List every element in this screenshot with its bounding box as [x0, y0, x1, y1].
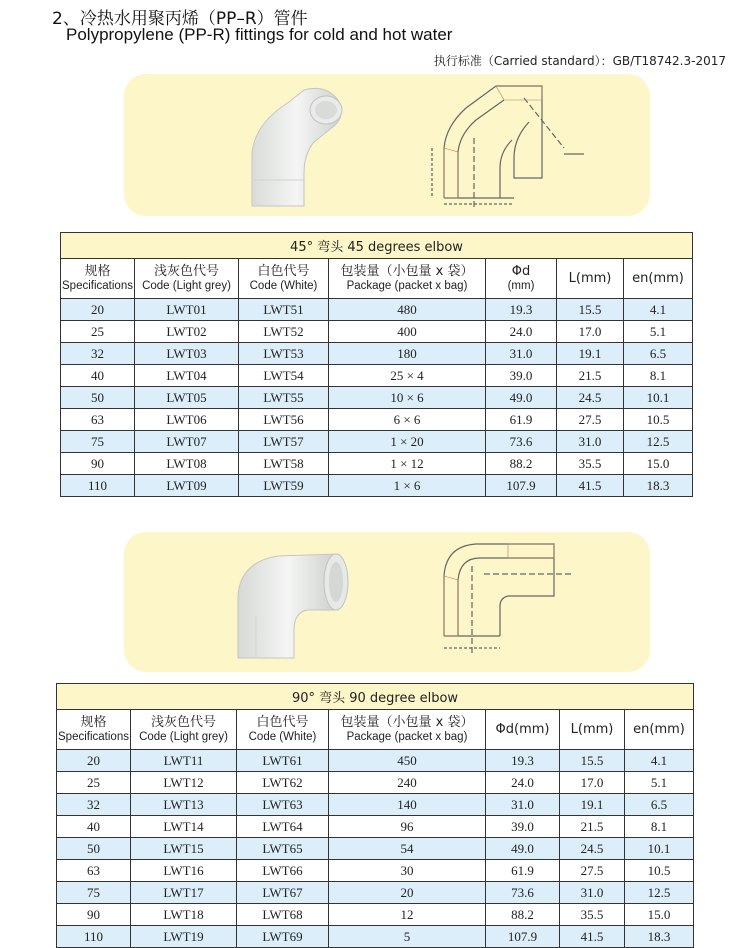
table-row [57, 860, 694, 882]
table-cell: 19.3 [486, 750, 560, 772]
table-cell: LWT04 [135, 365, 239, 387]
table-cell: LWT58 [239, 453, 329, 475]
table-cell: 32 [61, 343, 135, 365]
table-cell: 8.1 [625, 816, 694, 838]
table-cell: LWT59 [239, 475, 329, 497]
table-cell: LWT67 [237, 882, 329, 904]
table-cell: 25 [57, 772, 131, 794]
table-cell: 31.0 [486, 343, 557, 365]
section-title-en: Polypropylene (PP-R) fittings for cold and hot water [66, 25, 453, 44]
table-cell: 63 [61, 409, 135, 431]
table-cell: LWT12 [131, 772, 237, 794]
table-cell: 5.1 [625, 772, 694, 794]
table-cell: 450 [329, 750, 486, 772]
table-cell: LWT17 [131, 882, 237, 904]
elbow-90-technical-drawing [424, 536, 634, 670]
table-cell: 21.5 [560, 816, 625, 838]
table-cell: 1 × 12 [329, 453, 486, 475]
table-cell: LWT63 [237, 794, 329, 816]
column-header-package: 包装量（小包量 x 袋） Package (packet x bag) [329, 259, 486, 299]
table-cell: LWT51 [239, 299, 329, 321]
table-cell: 39.0 [486, 365, 557, 387]
table-cell: 61.9 [486, 409, 557, 431]
elbow-45-technical-drawing [414, 78, 634, 214]
table-row [61, 409, 693, 431]
table-cell: 6.5 [625, 794, 694, 816]
table-cell: 5.1 [624, 321, 693, 343]
column-header-length: L(mm) [560, 710, 625, 750]
table-cell: 40 [57, 816, 131, 838]
table-cell: 27.5 [560, 860, 625, 882]
column-header-diameter: Φd(mm) [486, 710, 560, 750]
table-cell: 24.0 [486, 321, 557, 343]
section-title-cn: 2、冷热水用聚丙烯（PP–R）管件 [52, 9, 308, 29]
table-cell: 18.3 [625, 926, 694, 948]
table-cell: LWT09 [135, 475, 239, 497]
table-cell: 1 × 20 [329, 431, 486, 453]
column-header-spec: 规格 Specifications [57, 710, 131, 750]
table-cell: 6.5 [624, 343, 693, 365]
table-row [61, 387, 693, 409]
table-cell: 63 [57, 860, 131, 882]
table-cell: LWT14 [131, 816, 237, 838]
table-cell: LWT61 [237, 750, 329, 772]
table-cell: 1 × 6 [329, 475, 486, 497]
table-cell: 17.0 [557, 321, 624, 343]
table-cell: 12.5 [625, 882, 694, 904]
table-cell: 25 × 4 [329, 365, 486, 387]
table-cell: 31.0 [486, 794, 560, 816]
table-cell: LWT13 [131, 794, 237, 816]
table-cell: LWT64 [237, 816, 329, 838]
table-row [57, 772, 694, 794]
table-cell: 10.5 [625, 860, 694, 882]
column-header-code-grey: 浅灰色代号 Code (Light grey) [135, 259, 239, 299]
table-cell: 24.0 [486, 772, 560, 794]
table-cell: 88.2 [486, 904, 560, 926]
table-cell: 107.9 [486, 926, 560, 948]
table-cell: 39.0 [486, 816, 560, 838]
table-cell: 61.9 [486, 860, 560, 882]
table-cell: 40 [61, 365, 135, 387]
table-cell: LWT54 [239, 365, 329, 387]
table-title: 45° 弯头 45 degrees elbow [61, 233, 693, 259]
table-cell: 96 [329, 816, 486, 838]
column-header-wall: en(mm) [625, 710, 694, 750]
table-cell: LWT66 [237, 860, 329, 882]
table-cell: LWT65 [237, 838, 329, 860]
table-cell: LWT08 [135, 453, 239, 475]
table-cell: 110 [57, 926, 131, 948]
table-cell: 88.2 [486, 453, 557, 475]
table-cell: 140 [329, 794, 486, 816]
table-cell: 400 [329, 321, 486, 343]
table-row [61, 365, 693, 387]
table-cell: 24.5 [557, 387, 624, 409]
table-cell: 10.5 [624, 409, 693, 431]
table-cell: 30 [329, 860, 486, 882]
table-row [57, 838, 694, 860]
column-header-package: 包装量（小包量 x 袋） Package (packet x bag) [329, 710, 486, 750]
table-cell: 21.5 [557, 365, 624, 387]
table-cell: 107.9 [486, 475, 557, 497]
table-cell: 180 [329, 343, 486, 365]
table-cell: 20 [61, 299, 135, 321]
table-cell: 35.5 [560, 904, 625, 926]
table-cell: 41.5 [560, 926, 625, 948]
table-row [57, 750, 694, 772]
table-cell: 480 [329, 299, 486, 321]
table-row [61, 453, 693, 475]
table-cell: 50 [57, 838, 131, 860]
table-cell: 110 [61, 475, 135, 497]
table-cell: LWT15 [131, 838, 237, 860]
table-cell: 8.1 [624, 365, 693, 387]
table-row [61, 431, 693, 453]
table-cell: 19.3 [486, 299, 557, 321]
table-cell: 10.1 [625, 838, 694, 860]
column-header-diameter: Φd (mm) [486, 259, 557, 299]
column-header-code-grey: 浅灰色代号 Code (Light grey) [131, 710, 237, 750]
table-cell: 15.0 [625, 904, 694, 926]
column-header-code-white: 白色代号 Code (White) [239, 259, 329, 299]
table-row [57, 794, 694, 816]
table-cell: 75 [61, 431, 135, 453]
table-cell: LWT56 [239, 409, 329, 431]
table-cell: 4.1 [625, 750, 694, 772]
table-cell: 75 [57, 882, 131, 904]
table-cell: 32 [57, 794, 131, 816]
table-cell: 240 [329, 772, 486, 794]
table-cell: 20 [329, 882, 486, 904]
column-header-length: L(mm) [557, 259, 624, 299]
table-row [61, 475, 693, 497]
table-cell: 50 [61, 387, 135, 409]
table-cell: 15.0 [624, 453, 693, 475]
product-panel-45-elbow [124, 74, 650, 216]
table-cell: 12.5 [624, 431, 693, 453]
table-cell: 10.1 [624, 387, 693, 409]
table-cell: 15.5 [557, 299, 624, 321]
table-cell: 49.0 [486, 387, 557, 409]
table-cell: 27.5 [557, 409, 624, 431]
table-cell: LWT16 [131, 860, 237, 882]
table-cell: 19.1 [560, 794, 625, 816]
column-header-spec: 规格 Specifications [61, 259, 135, 299]
table-cell: 35.5 [557, 453, 624, 475]
table-cell: LWT55 [239, 387, 329, 409]
table-cell: LWT05 [135, 387, 239, 409]
elbow-45-photo [234, 84, 354, 214]
column-header-code-white: 白色代号 Code (White) [237, 710, 329, 750]
table-row [57, 816, 694, 838]
table-title: 90° 弯头 90 degree elbow [57, 684, 694, 710]
table-cell: LWT69 [237, 926, 329, 948]
table-cell: 90 [57, 904, 131, 926]
table-cell: LWT01 [135, 299, 239, 321]
table-cell: 31.0 [560, 882, 625, 904]
table-cell: LWT53 [239, 343, 329, 365]
table-cell: 49.0 [486, 838, 560, 860]
table-cell: 25 [61, 321, 135, 343]
table-cell: 19.1 [557, 343, 624, 365]
table-row [61, 343, 693, 365]
table-row [61, 299, 693, 321]
table-cell: 73.6 [486, 882, 560, 904]
table-cell: 24.5 [560, 838, 625, 860]
table-cell: 31.0 [557, 431, 624, 453]
table-cell: LWT52 [239, 321, 329, 343]
table-cell: 90 [61, 453, 135, 475]
table-cell: LWT68 [237, 904, 329, 926]
table-cell: 15.5 [560, 750, 625, 772]
table-cell: LWT11 [131, 750, 237, 772]
table-cell: LWT57 [239, 431, 329, 453]
table-cell: 5 [329, 926, 486, 948]
table-cell: 12 [329, 904, 486, 926]
table-cell: 10 × 6 [329, 387, 486, 409]
table-cell: 20 [57, 750, 131, 772]
table-cell: 54 [329, 838, 486, 860]
table-cell: LWT19 [131, 926, 237, 948]
table-cell: LWT02 [135, 321, 239, 343]
table-cell: 17.0 [560, 772, 625, 794]
table-90-elbow [56, 683, 694, 948]
table-cell: LWT62 [237, 772, 329, 794]
table-row [61, 321, 693, 343]
table-cell: LWT07 [135, 431, 239, 453]
table-45-elbow [60, 232, 693, 497]
table-cell: 6 × 6 [329, 409, 486, 431]
carried-standard: 执行标准（Carried standard）：GB/T18742.3-2017 [433, 54, 726, 68]
table-cell: 73.6 [486, 431, 557, 453]
table-cell: 41.5 [557, 475, 624, 497]
table-cell: LWT06 [135, 409, 239, 431]
column-header-wall: en(mm) [624, 259, 693, 299]
table-row [57, 882, 694, 904]
elbow-90-photo [228, 546, 358, 666]
table-row [57, 904, 694, 926]
table-cell: LWT18 [131, 904, 237, 926]
table-cell: 18.3 [624, 475, 693, 497]
table-cell: LWT03 [135, 343, 239, 365]
product-panel-90-elbow [124, 532, 650, 672]
table-row [57, 926, 694, 948]
table-cell: 4.1 [624, 299, 693, 321]
